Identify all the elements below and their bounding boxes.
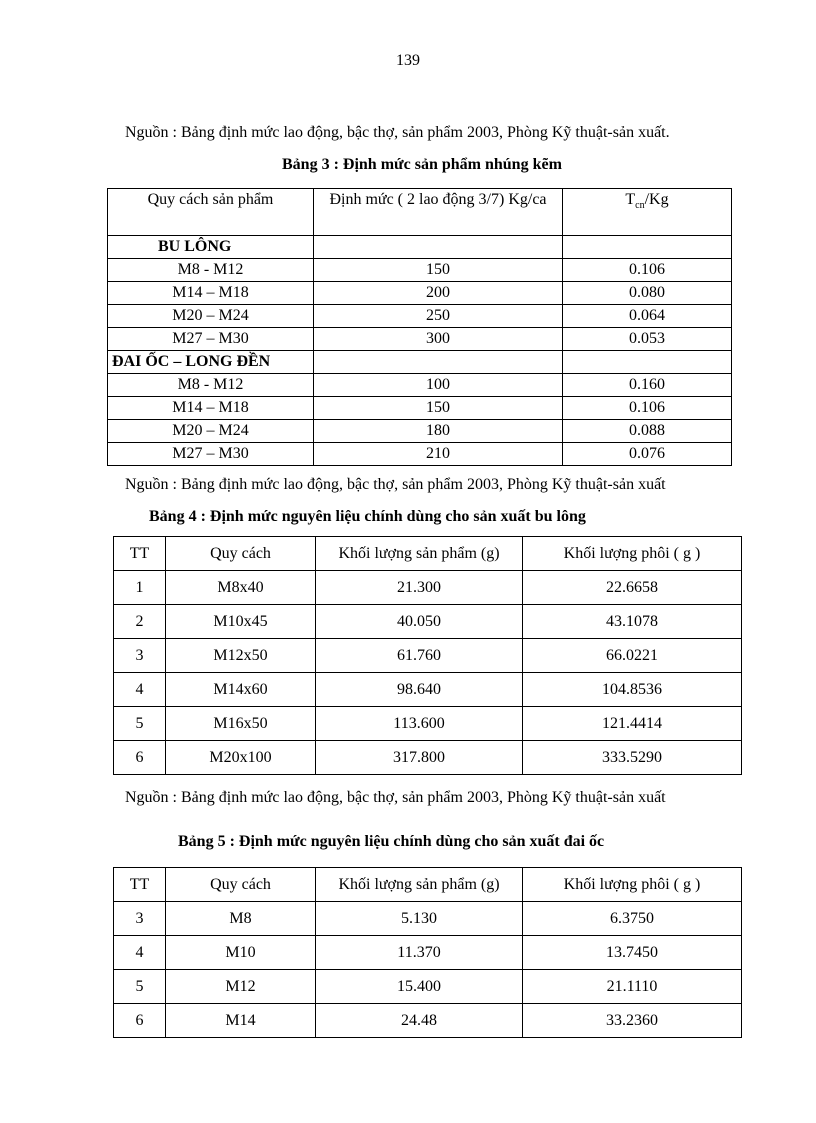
table-row [108, 282, 732, 305]
header-cell: Khối lượng phôi ( g ) [523, 868, 742, 902]
table-row [108, 397, 732, 420]
table-row [114, 970, 742, 1004]
table-row [114, 902, 742, 936]
table-cell: 0.106 [563, 397, 732, 420]
table-cell: 150 [314, 259, 563, 282]
table-cell: 0.076 [563, 443, 732, 466]
table-cell: 250 [314, 305, 563, 328]
table-cell: 15.400 [316, 970, 523, 1004]
table-cell: M12 [166, 970, 316, 1004]
table-cell: 0.088 [563, 420, 732, 443]
table-row [108, 305, 732, 328]
table-cell: 5 [114, 970, 166, 1004]
table-row [114, 1004, 742, 1038]
table5 [113, 867, 742, 1038]
group-label: ĐAI ỐC – LONG ĐỀN [108, 351, 314, 374]
header-cell: TT [114, 537, 166, 571]
table-cell: 317.800 [316, 741, 523, 775]
table-row [114, 673, 742, 707]
table4-body [114, 537, 742, 775]
table-cell: 0.080 [563, 282, 732, 305]
group-row [108, 351, 732, 374]
table-cell: M27 – M30 [108, 443, 314, 466]
table3-body [108, 189, 732, 466]
table-cell: M8 - M12 [108, 374, 314, 397]
header-cell: Quy cách [166, 868, 316, 902]
table-cell: 0.160 [563, 374, 732, 397]
table5-caption: Bảng 5 : Định mức nguyên liệu chính dùng cho sản xuất đai ốc [178, 833, 605, 850]
table-cell: 21.300 [316, 571, 523, 605]
table-cell: 98.640 [316, 673, 523, 707]
table-cell: 2 [114, 605, 166, 639]
table-cell: 300 [314, 328, 563, 351]
table-cell: M8x40 [166, 571, 316, 605]
empty-cell [314, 351, 563, 374]
table-cell: 113.600 [316, 707, 523, 741]
table4 [113, 536, 742, 775]
table-cell: 24.48 [316, 1004, 523, 1038]
table-cell: 5 [114, 707, 166, 741]
group-label: BU LÔNG [108, 236, 314, 259]
table-cell: 43.1078 [523, 605, 742, 639]
table-cell: M8 - M12 [108, 259, 314, 282]
table-cell: 66.0221 [523, 639, 742, 673]
table-cell: M20x100 [166, 741, 316, 775]
table-row [114, 936, 742, 970]
table-cell: 0.053 [563, 328, 732, 351]
table-cell: 104.8536 [523, 673, 742, 707]
table-cell: 13.7450 [523, 936, 742, 970]
table-cell: 3 [114, 902, 166, 936]
table5-body [114, 868, 742, 1038]
source-note: Nguồn : Bảng định mức lao động, bậc thợ, sản phẩm 2003, Phòng Kỹ thuật-sản xuất [125, 476, 666, 493]
table-row [114, 571, 742, 605]
table-cell: 1 [114, 571, 166, 605]
table-cell: 33.2360 [523, 1004, 742, 1038]
table-cell: 333.5290 [523, 741, 742, 775]
table3-caption: Bảng 3 : Định mức sản phẩm nhúng kẽm [282, 156, 562, 173]
table-row [114, 741, 742, 775]
table-cell: M14 – M18 [108, 397, 314, 420]
table-cell: M20 – M24 [108, 305, 314, 328]
table-header-row [114, 537, 742, 571]
table-row [108, 374, 732, 397]
table-cell: M14x60 [166, 673, 316, 707]
page-number: 139 [396, 52, 420, 69]
header-cell: Khối lượng sản phẩm (g) [316, 868, 523, 902]
table-row [114, 707, 742, 741]
table-cell: M10 [166, 936, 316, 970]
table-cell: 4 [114, 936, 166, 970]
table-row [114, 639, 742, 673]
table-cell: 180 [314, 420, 563, 443]
table-cell: 4 [114, 673, 166, 707]
table-cell: 150 [314, 397, 563, 420]
table-cell: 5.130 [316, 902, 523, 936]
table-cell: 200 [314, 282, 563, 305]
table-cell: M10x45 [166, 605, 316, 639]
header-cell: Quy cách [166, 537, 316, 571]
table3 [107, 188, 732, 466]
table-cell: M12x50 [166, 639, 316, 673]
table-cell: 21.1110 [523, 970, 742, 1004]
table-cell: 11.370 [316, 936, 523, 970]
empty-cell [314, 236, 563, 259]
table-cell: M8 [166, 902, 316, 936]
table-cell: 210 [314, 443, 563, 466]
table-cell: 40.050 [316, 605, 523, 639]
table-cell: M20 – M24 [108, 420, 314, 443]
table-row [108, 328, 732, 351]
header-cell: $T_{cn}/Kg$ [563, 189, 732, 236]
empty-cell [563, 236, 732, 259]
source-note: Nguồn : Bảng định mức lao động, bậc thợ, sản phẩm 2003, Phòng Kỹ thuật-sản xuất. [125, 124, 670, 141]
table-cell: 0.064 [563, 305, 732, 328]
group-row [108, 236, 732, 259]
table-cell: 0.106 [563, 259, 732, 282]
header-cell: Định mức ( 2 lao động 3/7) Kg/ca [314, 189, 563, 236]
table-cell: 100 [314, 374, 563, 397]
table-cell: 6.3750 [523, 902, 742, 936]
table-row [114, 605, 742, 639]
table-header-row [108, 189, 732, 236]
table-header-row [114, 868, 742, 902]
table-cell: 121.4414 [523, 707, 742, 741]
table-cell: M27 – M30 [108, 328, 314, 351]
header-cell: Quy cách sản phẩm [108, 189, 314, 236]
table-cell: M16x50 [166, 707, 316, 741]
table-row [108, 443, 732, 466]
table-cell: 6 [114, 741, 166, 775]
table-row [108, 259, 732, 282]
header-cell: Khối lượng sản phẩm (g) [316, 537, 523, 571]
empty-cell [563, 351, 732, 374]
table-cell: 22.6658 [523, 571, 742, 605]
table-cell: M14 – M18 [108, 282, 314, 305]
table4-caption: Bảng 4 : Định mức nguyên liệu chính dùng cho sản xuất bu lông [149, 508, 586, 525]
header-cell: Khối lượng phôi ( g ) [523, 537, 742, 571]
table-row [108, 420, 732, 443]
table-cell: M14 [166, 1004, 316, 1038]
header-cell: TT [114, 868, 166, 902]
source-note: Nguồn : Bảng định mức lao động, bậc thợ, sản phẩm 2003, Phòng Kỹ thuật-sản xuất [125, 789, 666, 806]
table-cell: 3 [114, 639, 166, 673]
table-cell: 61.760 [316, 639, 523, 673]
table-cell: 6 [114, 1004, 166, 1038]
